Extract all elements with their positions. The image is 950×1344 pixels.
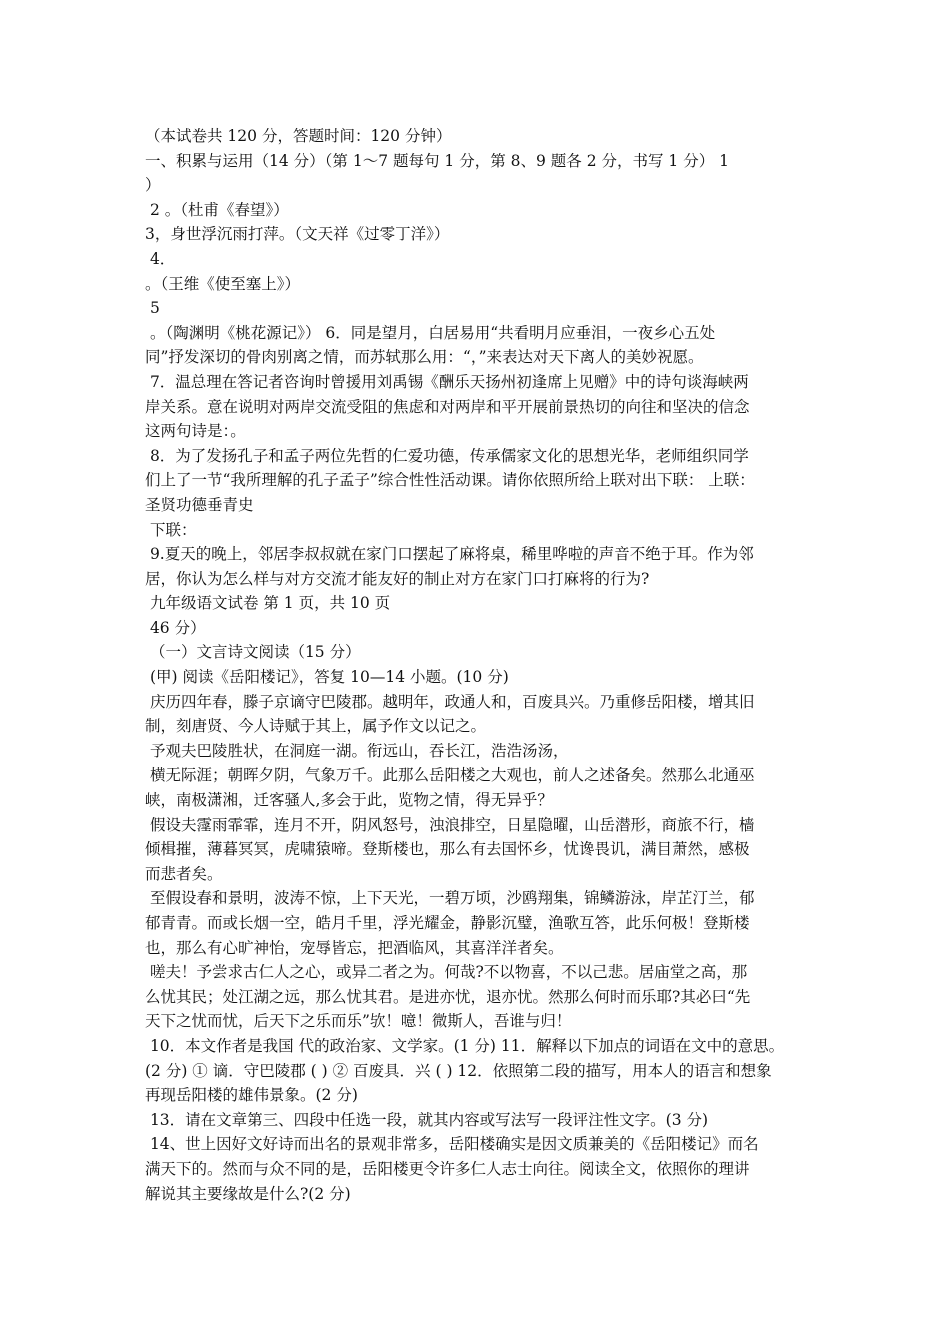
text-line: 5 [145,299,160,318]
passage-line: 庆历四年春，滕子京谪守巴陵郡。越明年，政通人和，百废具兴。乃重修岳阳楼，增其旧 [145,692,755,711]
text-line-question-10-12: 10．本文作者是我国 代的政治家、文学家。(1 分) 11．解释以下加点的词语在文中的意思。 [145,1036,785,1055]
text-line: 46 分） [145,618,206,637]
passage-line: 嗟夫！予尝求古仁人之心，或异二者之为。何哉?不以物喜，不以己悲。居庙堂之高，那 [145,963,748,982]
passage-line: 横无际涯；朝晖夕阴，气象万千。此那么岳阳楼之大观也，前人之述备矣。然那么北通巫 [145,766,755,785]
passage-line: 也，那么有心旷神怡，宠辱皆忘，把酒临风，其喜洋洋者矣。 [145,938,564,957]
text-line: 同”抒发深切的骨肉别离之情，而苏轼那么用：“，”来表达对天下离人的美妙祝愿。 [145,348,704,367]
text-line-score-info: （本试卷共 120 分，答题时间：120 分钟） [145,127,452,145]
passage-line: 天下之忧而忧，后天下之乐而乐”欤！噫！微斯人，吾谁与归！ [145,1012,572,1031]
text-line: (2 分) ① 谪．守巴陵郡 ( ) ② 百废具．兴 ( ) 12．依照第二段的描写，用本人的语言和想象 [145,1061,772,1080]
text-line: 居，你认为怎么样与对方交流才能友好的制止对方在家门口打麻将的行为? [145,569,650,588]
text-line: 下联： [145,520,197,539]
document-body [145,124,825,1206]
section-heading: （一）文言诗文阅读（15 分） [145,643,361,662]
text-line-question-14: 14、世上因好文好诗而出名的景观非常多，岳阳楼确实是因文质兼美的《岳阳楼记》而名 [145,1135,759,1154]
passage-line: 么忧其民；处江湖之远，那么忧其君。是进亦忧，退亦忧。然那么何时而乐耶?其必曰“先 [145,987,751,1006]
text-line: 2 。（杜甫《春望》） [145,200,289,219]
passage-line: 予观夫巴陵胜状，在洞庭一湖。衔远山，吞长江，浩浩汤汤， [145,741,569,760]
passage-line: 峡，南极潇湘，迁客骚人,多会于此，览物之情，得无异乎？ [145,791,553,810]
text-line: 解说其主要缘故是什么?(2 分) [145,1184,351,1203]
text-line: 满天下的。然而与众不同的是，岳阳楼更令许多仁人志士向往。阅读全文，依照你的理讲 [145,1159,750,1178]
passage-line: 制，刻唐贤、今人诗赋于其上，属予作文以记之。 [145,717,487,736]
text-line: 再现岳阳楼的雄伟景象。(2 分) [145,1086,358,1105]
passage-line: 而悲者矣。 [145,864,223,883]
text-line: 3，身世浮沉雨打萍。（文天祥《过零丁洋》） [145,225,450,244]
text-line: 。（陶渊明《桃花源记》） 6．同是望月，白居易用“共看明月应垂泪，一夜乡心五处 [145,323,716,342]
text-line: 们上了一节“我所理解的孔子孟子”综合性性活动课。请你依照所给上联对出下联： 上联： [145,471,755,490]
text-line-question-13: 13．请在文章第三、四段中任选一段，就其内容或写法写一段评注性文字。(3 分) [145,1110,709,1129]
text-line-question-7: 7．温总理在答记者咨询时曾援用刘禹锡《酬乐天扬州初逢席上见赠》中的诗句谈海峡两 [145,372,749,391]
text-line-question-9: 9.夏天的晚上，邻居李叔叔就在家门口摆起了麻将桌，稀里哗啦的声音不绝于耳。作为邻 [145,545,754,564]
text-line: 圣贤功德垂青史 [145,495,254,514]
passage-line: 至假设春和景明，波涛不惊，上下天光，一碧万顷，沙鸥翔集，锦鳞游泳，岸芷汀兰，郁 [145,889,755,908]
passage-line: 倾楫摧，薄暮冥冥，虎啸猿啼。登斯楼也，那么有去国怀乡，忧谗畏讥，满目萧然，感极 [145,840,750,859]
text-line: ） [145,176,161,195]
text-line: 。（王维《使至塞上》） [145,274,301,293]
page-footer: 九年级语文试卷 第 1 页，共 10 页 [145,594,391,613]
text-line-question-8: 8．为了发扬孔子和孟子两位先哲的仁爱功德，传承儒家文化的思想光华，老师组织同学 [145,446,749,465]
text-line: 岸关系。意在说明对两岸交流受阻的焦虑和对两岸和平开展前景热切的向往和坚决的信念 [145,397,750,416]
text-line: 这两句诗是：。 [145,422,246,441]
passage-line: 假设夫霪雨霏霏，连月不开，阴风怒号，浊浪排空，日星隐曜，山岳潜形，商旅不行，樯 [145,815,755,834]
text-line: 4． [145,249,176,268]
text-line-section-one-heading: 一、积累与运用（14 分）（第 1～7 题每句 1 分，第 8、9 题各 2 分，书写 1 分） 1 [145,151,729,170]
text-line-reading-instructions: (甲) 阅读《岳阳楼记》，答复 10—14 小题。(10 分) [145,668,509,687]
passage-line: 郁青青。而或长烟一空，皓月千里，浮光耀金，静影沉璧，渔歌互答，此乐何极！登斯楼 [145,914,750,932]
